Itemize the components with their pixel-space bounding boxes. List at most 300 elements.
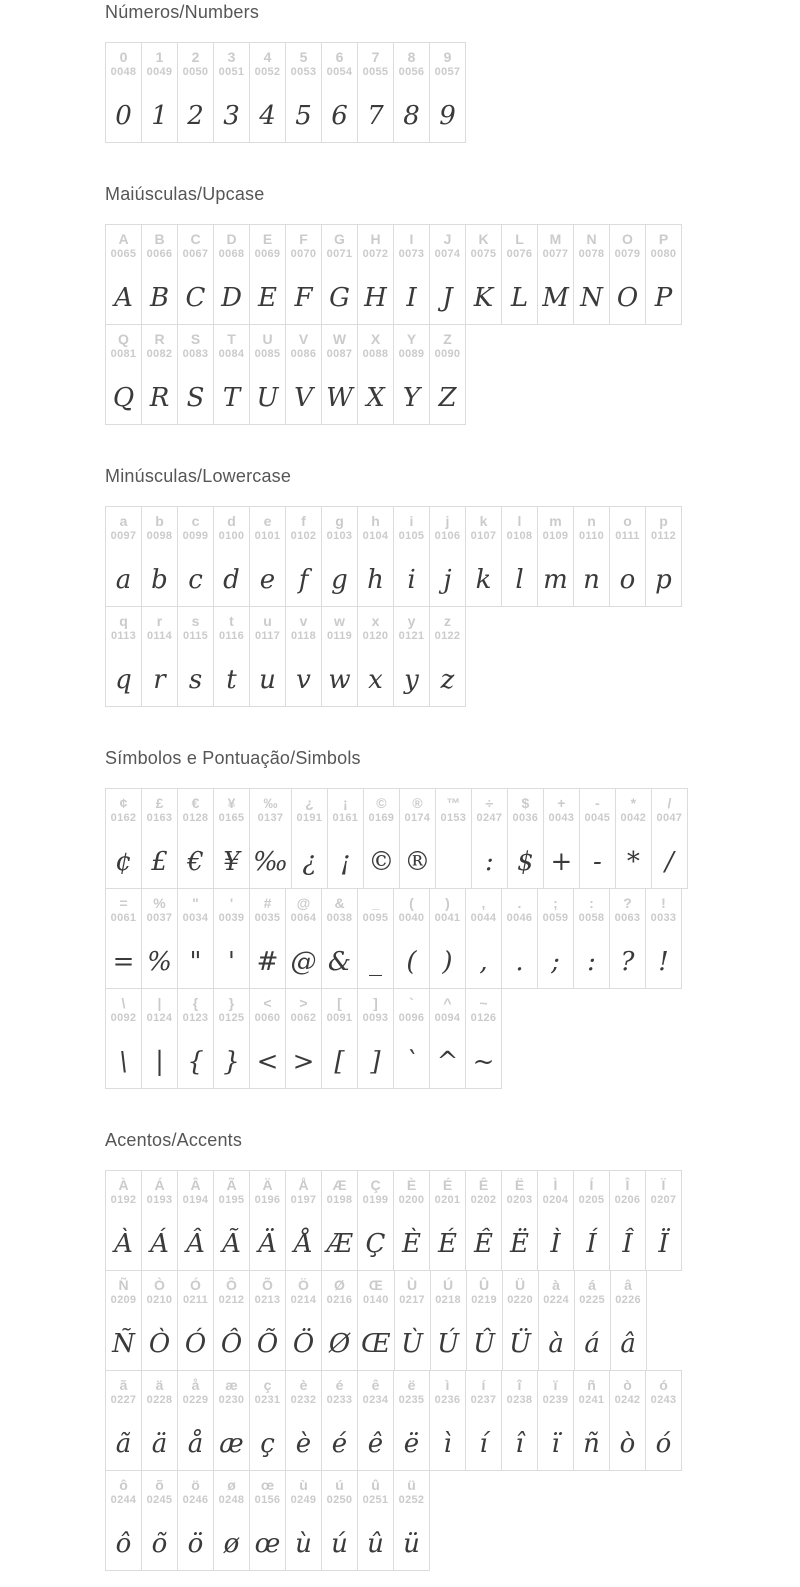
glyph-cell	[249, 224, 286, 325]
section-title: Acentos/Accents	[105, 1130, 243, 1150]
glyph-sample: Â	[186, 1229, 205, 1259]
glyph-code: 0080	[650, 248, 677, 260]
glyph-sample: ¿	[302, 847, 317, 877]
glyph-reference: û	[371, 1477, 380, 1493]
glyph-code: 0193	[146, 1194, 173, 1206]
charmap-section-lowercase	[105, 466, 790, 707]
glyph-code: 0058	[578, 912, 605, 924]
glyph-cell	[141, 42, 178, 143]
glyph-code: 0097	[110, 530, 137, 542]
glyph-reference: 7	[371, 49, 380, 65]
glyph-code: 0169	[368, 812, 395, 824]
glyph-cell	[537, 888, 574, 989]
glyph-cell	[177, 42, 214, 143]
glyph-code: 0079	[614, 248, 641, 260]
glyph-code: 0064	[290, 912, 317, 924]
glyph-reference: {	[192, 995, 199, 1011]
glyph-cell	[393, 224, 430, 325]
glyph-cell	[249, 888, 286, 989]
glyph-cell	[249, 1470, 286, 1571]
glyph-cell	[141, 1170, 178, 1271]
glyph-cell	[285, 988, 322, 1089]
glyph-cell	[357, 888, 394, 989]
glyph-reference: Í	[589, 1177, 594, 1193]
glyph-code: 0073	[398, 248, 425, 260]
glyph-cell	[285, 42, 322, 143]
glyph-table	[105, 1170, 790, 1571]
glyph-table	[105, 224, 790, 425]
glyph-code: 0102	[290, 530, 317, 542]
glyph-code: 0062	[290, 1012, 317, 1024]
glyph-reference: î	[517, 1377, 522, 1393]
glyph-sample: U	[256, 383, 279, 413]
glyph-code: 0231	[254, 1394, 281, 1406]
glyph-code: 0212	[218, 1294, 245, 1306]
glyph-code: 0250	[326, 1494, 353, 1506]
glyph-code: 0034	[182, 912, 209, 924]
glyph-code: 0211	[182, 1294, 209, 1306]
glyph-sample: ?	[620, 947, 635, 977]
glyph-code: 0249	[290, 1494, 317, 1506]
glyph-sample: )	[442, 947, 453, 977]
glyph-code: 0045	[584, 812, 611, 824]
glyph-sample: æ	[219, 1429, 244, 1459]
glyph-sample: Á	[150, 1229, 169, 1259]
glyph-code: 0083	[182, 348, 209, 360]
glyph-reference: ?	[623, 895, 632, 911]
glyph-sample: á	[584, 1329, 600, 1359]
glyph-reference: f	[301, 513, 306, 529]
glyph-reference: ú	[335, 1477, 344, 1493]
glyph-sample: B	[149, 283, 170, 313]
glyph-sample: ò	[619, 1429, 636, 1459]
glyph-reference: T	[227, 331, 236, 347]
glyph-reference: j	[445, 513, 450, 529]
glyph-code: 0119	[326, 630, 353, 642]
glyph-reference: M	[549, 231, 562, 247]
glyph-cell	[573, 888, 610, 989]
glyph-code: 0095	[362, 912, 389, 924]
glyph-code: 0121	[398, 630, 425, 642]
glyph-code: 0118	[290, 630, 317, 642]
glyph-reference: 4	[263, 49, 272, 65]
glyph-cell	[321, 988, 358, 1089]
glyph-cell	[393, 606, 430, 707]
glyph-sample: L	[510, 283, 529, 313]
glyph-sample: Ü	[509, 1329, 532, 1359]
glyph-code: 0225	[579, 1294, 605, 1306]
section-title: Números/Numbers	[105, 2, 260, 22]
glyph-code: 0110	[578, 530, 605, 542]
glyph-code: 0245	[146, 1494, 173, 1506]
glyph-code: 0124	[146, 1012, 173, 1024]
glyph-reference: )	[445, 895, 450, 911]
glyph-cell	[573, 1370, 610, 1471]
glyph-cell	[537, 506, 574, 607]
glyph-sample: y	[404, 665, 419, 695]
glyph-reference: Ø	[334, 1277, 345, 1293]
glyph-cell	[501, 1170, 538, 1271]
glyph-sample: |	[155, 1047, 164, 1077]
glyph-cell	[177, 606, 214, 707]
glyph-cell	[501, 888, 538, 989]
glyph-code: 0107	[470, 530, 497, 542]
glyph-table	[105, 42, 790, 143]
glyph-code: 0233	[326, 1394, 353, 1406]
glyph-sample: :	[485, 847, 494, 877]
glyph-code: 0113	[110, 630, 137, 642]
glyph-code: 0235	[398, 1394, 425, 1406]
glyph-sample: ô	[115, 1529, 132, 1559]
glyph-sample: ~	[472, 1047, 495, 1077]
glyph-code: 0128	[182, 812, 209, 824]
glyph-reference: ~	[479, 995, 488, 1011]
glyph-reference: G	[334, 231, 345, 247]
glyph-sample: >	[292, 1047, 315, 1077]
glyph-code: 0162	[110, 812, 137, 824]
glyph-code: 0137	[257, 812, 284, 824]
glyph-cell	[249, 788, 292, 889]
glyph-cell	[645, 224, 682, 325]
glyph-reference: á	[588, 1277, 596, 1293]
glyph-sample: ã	[115, 1429, 132, 1459]
glyph-sample: ö	[187, 1529, 204, 1559]
glyph-table	[105, 506, 790, 707]
glyph-code: 0104	[362, 530, 389, 542]
glyph-reference: Ä	[262, 1177, 273, 1193]
glyph-cell	[177, 788, 214, 889]
glyph-code: 0156	[254, 1494, 281, 1506]
glyph-reference: Ç	[370, 1177, 381, 1193]
glyph-cell	[141, 606, 178, 707]
glyph-sample: _	[369, 947, 382, 977]
glyph-code: 0084	[218, 348, 245, 360]
glyph-code: 0241	[578, 1394, 605, 1406]
glyph-sample: a	[115, 565, 132, 595]
glyph-sample: ¡	[340, 847, 351, 877]
glyph-reference: 2	[191, 49, 200, 65]
glyph-code: 0089	[398, 348, 425, 360]
glyph-sample: Ú	[437, 1329, 460, 1359]
glyph-reference: Õ	[262, 1277, 273, 1293]
glyph-reference: A	[118, 231, 129, 247]
glyph-cell	[321, 224, 358, 325]
glyph-cell	[357, 1270, 395, 1371]
glyph-code: 0038	[326, 912, 353, 924]
glyph-code: 0065	[110, 248, 137, 260]
glyph-code: 0108	[506, 530, 533, 542]
glyph-reference: ñ	[587, 1377, 596, 1393]
glyph-sample: T	[222, 383, 241, 413]
glyph-cell	[141, 1370, 178, 1471]
glyph-cell	[435, 788, 472, 889]
glyph-cell	[291, 788, 328, 889]
glyph-sample: n	[583, 565, 600, 595]
glyph-reference: ‰	[263, 795, 278, 811]
glyph-cell	[213, 324, 250, 425]
glyph-code: 0033	[650, 912, 677, 924]
glyph-reference: Ë	[514, 1177, 525, 1193]
glyph-reference: Ó	[190, 1277, 201, 1293]
glyph-code: 0061	[110, 912, 137, 924]
glyph-reference: 3	[227, 49, 236, 65]
glyph-sample: E	[258, 283, 277, 313]
glyph-code: 0229	[182, 1394, 209, 1406]
glyph-sample: Ä	[258, 1229, 277, 1259]
glyph-reference: Ê	[478, 1177, 489, 1193]
glyph-reference: Y	[406, 331, 417, 347]
glyph-cell	[285, 1470, 322, 1571]
glyph-code: 0237	[470, 1394, 497, 1406]
glyph-cell	[321, 1370, 358, 1471]
glyph-sample: Ì	[550, 1229, 561, 1259]
section-title: Maiúsculas/Upcase	[105, 184, 265, 204]
glyph-code: 0216	[326, 1294, 353, 1306]
glyph-cell	[177, 988, 214, 1089]
glyph-cell	[393, 1370, 430, 1471]
glyph-code: 0099	[182, 530, 209, 542]
glyph-reference: }	[228, 995, 235, 1011]
glyph-reference: ù	[299, 1477, 308, 1493]
glyph-code: 0091	[326, 1012, 353, 1024]
glyph-reference: à	[552, 1277, 560, 1293]
glyph-code: 0041	[434, 912, 461, 924]
glyph-reference: 8	[407, 49, 416, 65]
glyph-code: 0105	[398, 530, 425, 542]
glyph-cell	[537, 1170, 574, 1271]
glyph-code: 0244	[110, 1494, 137, 1506]
glyph-reference: [	[337, 995, 342, 1011]
glyph-sample: 1	[151, 101, 168, 131]
charmap-section-symbols	[105, 748, 790, 1089]
glyph-cell	[357, 224, 394, 325]
glyph-reference: L	[515, 231, 524, 247]
glyph-sample: ì	[443, 1429, 452, 1459]
glyph-reference: 9	[443, 49, 452, 65]
glyph-cell	[141, 506, 178, 607]
glyph-cell	[285, 1170, 322, 1271]
glyph-sample: s	[188, 665, 203, 695]
glyph-code: 0203	[506, 1194, 533, 1206]
glyph-reference: ø	[227, 1477, 236, 1493]
glyph-reference: +	[557, 795, 566, 811]
glyph-cell	[609, 888, 646, 989]
glyph-code: 0053	[290, 66, 317, 78]
glyph-sample: M	[542, 283, 569, 313]
glyph-reference: ö	[191, 1477, 200, 1493]
glyph-code: 0123	[182, 1012, 209, 1024]
glyph-reference: Â	[190, 1177, 201, 1193]
glyph-code: 0114	[146, 630, 173, 642]
glyph-cell	[285, 506, 322, 607]
glyph-reference: O	[622, 231, 633, 247]
glyph-sample: Î	[622, 1229, 633, 1259]
glyph-code: 0242	[614, 1394, 641, 1406]
glyph-code: 0072	[362, 248, 389, 260]
glyph-row	[105, 324, 790, 425]
glyph-code: 0218	[435, 1294, 461, 1306]
glyph-reference: ^	[443, 995, 452, 1011]
glyph-cell	[177, 224, 214, 325]
glyph-cell	[537, 1370, 574, 1471]
glyph-table	[105, 788, 790, 1089]
glyph-sample: J	[442, 283, 453, 313]
glyph-sample: V	[294, 383, 313, 413]
glyph-reference: K	[478, 231, 489, 247]
glyph-reference: x	[371, 613, 380, 629]
glyph-cell	[321, 42, 358, 143]
glyph-sample: Ç	[365, 1229, 386, 1259]
glyph-code: 0106	[434, 530, 461, 542]
glyph-cell	[501, 1370, 538, 1471]
glyph-cell	[393, 888, 430, 989]
glyph-sample: z	[440, 665, 455, 695]
glyph-code: 0246	[182, 1494, 209, 1506]
glyph-cell	[321, 1270, 358, 1371]
glyph-sample: q	[115, 665, 132, 695]
glyph-reference: Ù	[407, 1277, 418, 1293]
glyph-sample: '	[227, 947, 236, 977]
glyph-cell	[249, 42, 286, 143]
glyph-code: 0090	[434, 348, 461, 360]
glyph-code: 0234	[362, 1394, 389, 1406]
glyph-cell	[141, 224, 178, 325]
glyph-cell	[471, 788, 508, 889]
glyph-code: 0078	[578, 248, 605, 260]
glyph-code: 0205	[578, 1194, 605, 1206]
glyph-sample: *	[626, 847, 640, 877]
glyph-sample: f	[298, 565, 309, 595]
glyph-cell	[177, 1470, 214, 1571]
glyph-sample: u	[259, 665, 276, 695]
glyph-reference: ¥	[227, 795, 236, 811]
glyph-code: 0059	[542, 912, 569, 924]
glyph-reference: a	[119, 513, 128, 529]
glyph-sample: W	[326, 383, 353, 413]
glyph-sample: ê	[367, 1429, 384, 1459]
glyph-sample: 4	[259, 101, 276, 131]
glyph-code: 0248	[218, 1494, 245, 1506]
glyph-reference: >	[299, 995, 308, 1011]
glyph-cell	[429, 42, 466, 143]
glyph-cell	[501, 224, 538, 325]
glyph-reference: n	[587, 513, 596, 529]
glyph-sample: ñ	[583, 1429, 600, 1459]
glyph-reference: è	[299, 1377, 308, 1393]
glyph-reference: æ	[225, 1377, 238, 1393]
glyph-reference: t	[229, 613, 234, 629]
glyph-sample: j	[443, 565, 452, 595]
glyph-reference: å	[191, 1377, 200, 1393]
glyph-cell	[285, 606, 322, 707]
glyph-code: 0207	[650, 1194, 677, 1206]
glyph-sample: ,	[479, 947, 488, 977]
glyph-code: 0163	[146, 812, 173, 824]
glyph-code: 0077	[542, 248, 569, 260]
glyph-cell	[573, 506, 610, 607]
glyph-code: 0046	[506, 912, 533, 924]
glyph-sample: +	[550, 847, 573, 877]
glyph-cell	[645, 888, 682, 989]
glyph-sample: 9	[439, 101, 456, 131]
glyph-cell	[429, 324, 466, 425]
glyph-cell	[105, 1370, 142, 1471]
glyph-reference: z	[444, 613, 451, 629]
glyph-reference: ì	[445, 1377, 450, 1393]
glyph-cell	[177, 1270, 214, 1371]
glyph-sample: Ø	[328, 1329, 351, 1359]
glyph-reference: ç	[263, 1377, 272, 1393]
glyph-reference: £	[155, 795, 164, 811]
glyph-reference: ü	[407, 1477, 416, 1493]
glyph-reference: c	[191, 513, 200, 529]
glyph-sample: F	[294, 283, 313, 313]
glyph-cell	[394, 1270, 431, 1371]
glyph-code: 0238	[506, 1394, 533, 1406]
glyph-reference: S	[190, 331, 201, 347]
glyph-cell	[645, 1170, 682, 1271]
glyph-reference: ò	[623, 1377, 632, 1393]
glyph-reference: \	[121, 995, 126, 1011]
glyph-code: 0068	[218, 248, 245, 260]
glyph-reference: b	[155, 513, 164, 529]
glyph-code: 0165	[218, 812, 245, 824]
glyph-code: 0081	[110, 348, 137, 360]
glyph-code: 0126	[470, 1012, 497, 1024]
glyph-code: 0086	[290, 348, 317, 360]
glyph-cell	[357, 1370, 394, 1471]
glyph-reference: (	[409, 895, 414, 911]
glyph-cell	[357, 324, 394, 425]
glyph-cell	[105, 1270, 142, 1371]
glyph-cell	[465, 988, 502, 1089]
glyph-sample: [	[334, 1047, 345, 1077]
glyph-code: 0044	[470, 912, 497, 924]
glyph-reference: _	[371, 895, 380, 911]
glyph-code: 0214	[290, 1294, 317, 1306]
glyph-reference: N	[586, 231, 597, 247]
glyph-code: 0122	[434, 630, 461, 642]
glyph-code: 0204	[542, 1194, 569, 1206]
glyph-sample: (	[406, 947, 417, 977]
glyph-cell	[213, 42, 250, 143]
glyph-sample: ;	[551, 947, 560, 977]
glyph-sample: 2	[187, 101, 204, 131]
glyph-reference: ]	[373, 995, 378, 1011]
glyph-cell	[105, 788, 142, 889]
glyph-cell	[177, 506, 214, 607]
glyph-code: 0202	[470, 1194, 497, 1206]
glyph-cell	[573, 1170, 610, 1271]
glyph-sample: 6	[331, 101, 348, 131]
glyph-sample: è	[295, 1429, 312, 1459]
glyph-code: 0219	[471, 1294, 497, 1306]
glyph-sample: Ò	[148, 1329, 171, 1359]
glyph-sample: œ	[254, 1529, 281, 1559]
glyph-cell	[393, 324, 430, 425]
glyph-reference: Ò	[154, 1277, 165, 1293]
glyph-cell	[105, 506, 142, 607]
glyph-reference: ™	[446, 795, 461, 811]
glyph-reference: #	[263, 895, 272, 911]
glyph-cell	[105, 1170, 142, 1271]
glyph-cell	[285, 888, 322, 989]
glyph-cell	[213, 788, 250, 889]
glyph-cell	[285, 224, 322, 325]
glyph-reference: o	[623, 513, 632, 529]
glyph-sample: Q	[112, 383, 135, 413]
glyph-code: 0210	[146, 1294, 173, 1306]
